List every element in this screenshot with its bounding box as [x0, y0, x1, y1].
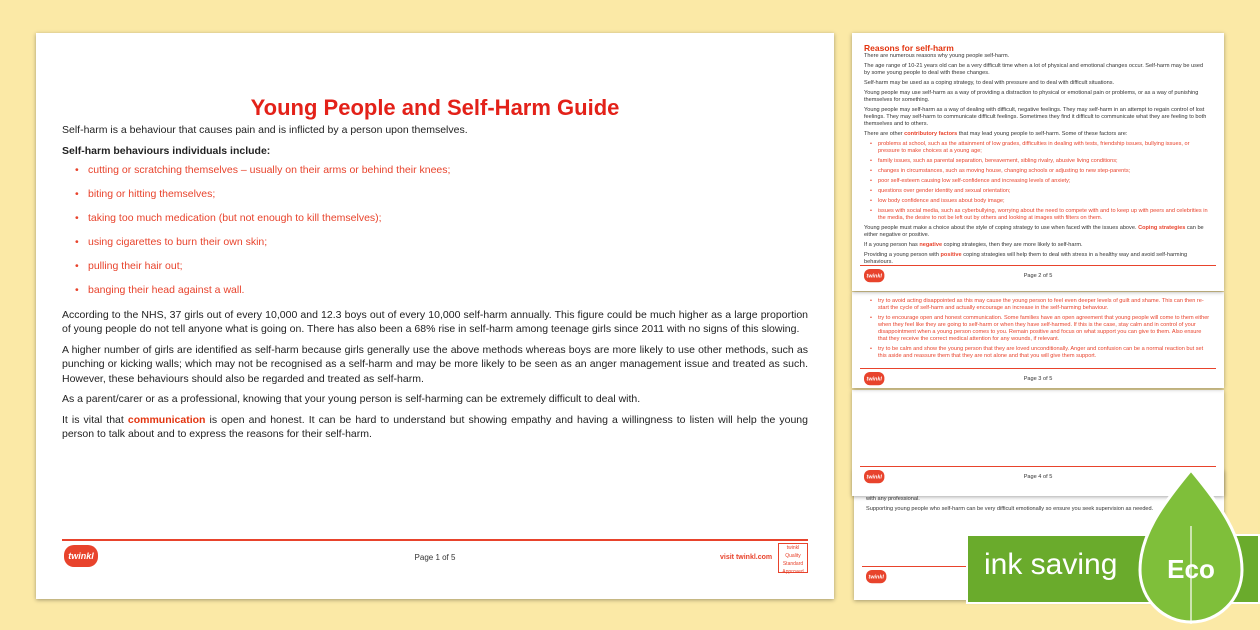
paragraph: According to the NHS, 37 girls out of every 10,000 and 12.3 boys out of every 10,000 self-harm annually. This figure could be much higher as a large proportion of young people do not tell anyone what is going on. There has also been a 68% rise in self-harm among teenage girls since 2011 with no signs of this slowing.: [62, 308, 808, 336]
quality-badge: twinkl Quality Standard Approved: [778, 543, 808, 573]
page3-bullet: • try to be calm and show the young person that they are loved unconditionally. Anger and confusion can be a normal reaction but set this aside and reassure them that they are not alone and that you will give them support.: [864, 346, 1212, 360]
paragraph: A higher number of girls are identified as self-harm because girls generally use the above methods whereas boys are more likely to use other methods, such as punching or kicking walls; which may not be recognised as a self-harm and may be more likely to be seen as an anger management issue and treated as such. However, these behaviours should also be regarded and treated as self-harm.: [62, 343, 808, 385]
page-1: [36, 33, 834, 599]
paragraph: As a parent/carer or as a professional, knowing that your young person is self-harming can be extremely difficult to deal with.: [62, 393, 641, 406]
page2-line: The age range of 10-21 years old can be a very difficult time when a lot of physical and emotional changes occur. Self-harm may be used by some young people to deal with these changes.: [864, 63, 1204, 76]
page-number: Page 1 of 5: [414, 553, 456, 562]
page-2-preview: [852, 33, 1224, 291]
list-item: • using cigarettes to burn their own skin;: [88, 235, 808, 250]
factor-item: • family issues, such as parental separation, bereavement, sibling rivalry, abusive living conditions;: [864, 158, 1210, 165]
page2-line: Young people may self-harm as a way of dealing with difficult, negative feelings. They may self-harm in an attempt to regain control of lost feelings. They may self-harm to communicate difficult feelings. Sometimes they find it difficult to communicate what they are feeling to both themselves and to others.: [864, 107, 1207, 127]
footer-line: [860, 265, 1216, 266]
factors-intro: There are other contributory factors that may lead young people to self-harm. Some of these factors are:: [864, 131, 1128, 137]
coping-line: Young people must make a choice about the style of coping strategy to use when faced with the issues above. Coping strategies can be either negative or positive.: [864, 225, 1204, 238]
page2-line: Self-harm may be used as a coping strategy, to deal with pressure and to deal with difficult situations.: [864, 80, 1115, 86]
page-title: Young People and Self-Harm Guide: [250, 95, 620, 120]
page5-line2: Supporting young people who self-harm can be very difficult emotionally so ensure you seek supervision as needed.: [866, 506, 1154, 512]
factor-item: • low body confidence and issues about body image;: [864, 198, 1210, 205]
highlight-communication: communication: [127, 413, 206, 426]
behaviour-list: [62, 163, 808, 298]
twinkl-logo: twinkl: [866, 570, 886, 583]
page2-line: There are numerous reasons why young people self-harm.: [864, 53, 1010, 59]
footer-line: [860, 368, 1216, 369]
page5-line1: with any professional.: [866, 496, 920, 502]
eco-label: Eco: [1167, 554, 1215, 584]
page-2-footer: Page 2 of 5: [1023, 273, 1053, 279]
list-item: • biting or hitting themselves;: [88, 187, 808, 202]
page2-line: Young people may use self-harm as a way of providing a distraction to physical or emotional pain or problems, or as a way of punishing themselves for something.: [864, 90, 1199, 103]
factor-item: • issues with social media, such as cyberbullying, worrying about the need to compete with and to keep up with peers and celebrities in the media, the desire to not be left out by others and looking at images with filters on them.: [864, 208, 1210, 222]
page-3-footer: Page 3 of 5: [1023, 376, 1053, 382]
page3-bullet: • try to encourage open and honest communication. Some families have an open agreement that young people will come to them either when they feel like they are going to self-harm or when they have self-harmed. If this is the case, stay calm and in control of your disappointment when a young person comes to you. Remain positive and focus on what support you can give to them. Also ensure that they receive the correct medical attention for any wounds, if relevant.: [864, 315, 1212, 343]
subheading: Self-harm behaviours individuals include:: [62, 144, 271, 157]
paragraph: It is vital that communication is open and honest. It can be hard to understand but showing empathy and having a willingness to listen will help the young person to talk about and to express the reasons for their self-harm.: [62, 413, 808, 441]
page3-bullet: • try to avoid acting disappointed as this may cause the young person to feel even deeper levels of guilt and shame. This can then re-start the cycle of self-harm and actually encourage an increase in the self-harming behaviour.: [864, 298, 1212, 312]
page-3-preview: [852, 292, 1224, 388]
list-item: • pulling their hair out;: [88, 259, 808, 274]
factor-item: • changes in circumstances, such as moving house, changing schools or adjusting to new step-parents;: [864, 168, 1210, 175]
positive-line: Providing a young person with positive coping strategies will help them to deal with stress in a healthy way and avoid self-harming behaviours.: [864, 252, 1188, 265]
factor-item: • questions over gender identity and sexual orientation;: [864, 188, 1210, 195]
page-4-footer: Page 4 of 5: [1023, 474, 1053, 480]
negative-line: If a young person has negative coping strategies, then they are more likely to self-harm.: [864, 242, 1083, 248]
footer-line: [62, 539, 808, 541]
list-item: • taking too much medication (but not enough to kill themselves);: [88, 211, 808, 226]
twinkl-logo: twinkl: [64, 545, 98, 567]
eco-leaf-icon: [1136, 466, 1246, 626]
twinkl-logo: twinkl: [864, 269, 884, 282]
list-item: • banging their head against a wall.: [88, 283, 808, 298]
twinkl-logo: twinkl: [864, 372, 884, 385]
intro-text: Self-harm is a behaviour that causes pain and is inflicted by a person upon themselves.: [62, 124, 468, 136]
ink-saving-label: ink saving: [984, 548, 1118, 581]
twinkl-logo: twinkl: [864, 470, 884, 483]
section-heading: Reasons for self-harm: [864, 43, 954, 53]
list-item: • cutting or scratching themselves – usually on their arms or behind their knees;: [88, 163, 808, 178]
factor-item: • problems at school, such as the attainment of low grades, difficulties in dealing with tests, friendship issues, bullying issues, or pressure to make choices at a young age;: [864, 141, 1210, 155]
factor-item: • poor self-esteem causing low self-confidence and increasing levels of anxiety;: [864, 178, 1210, 185]
page-body: [62, 123, 808, 448]
visit-link[interactable]: visit twinkl.com: [720, 554, 773, 561]
